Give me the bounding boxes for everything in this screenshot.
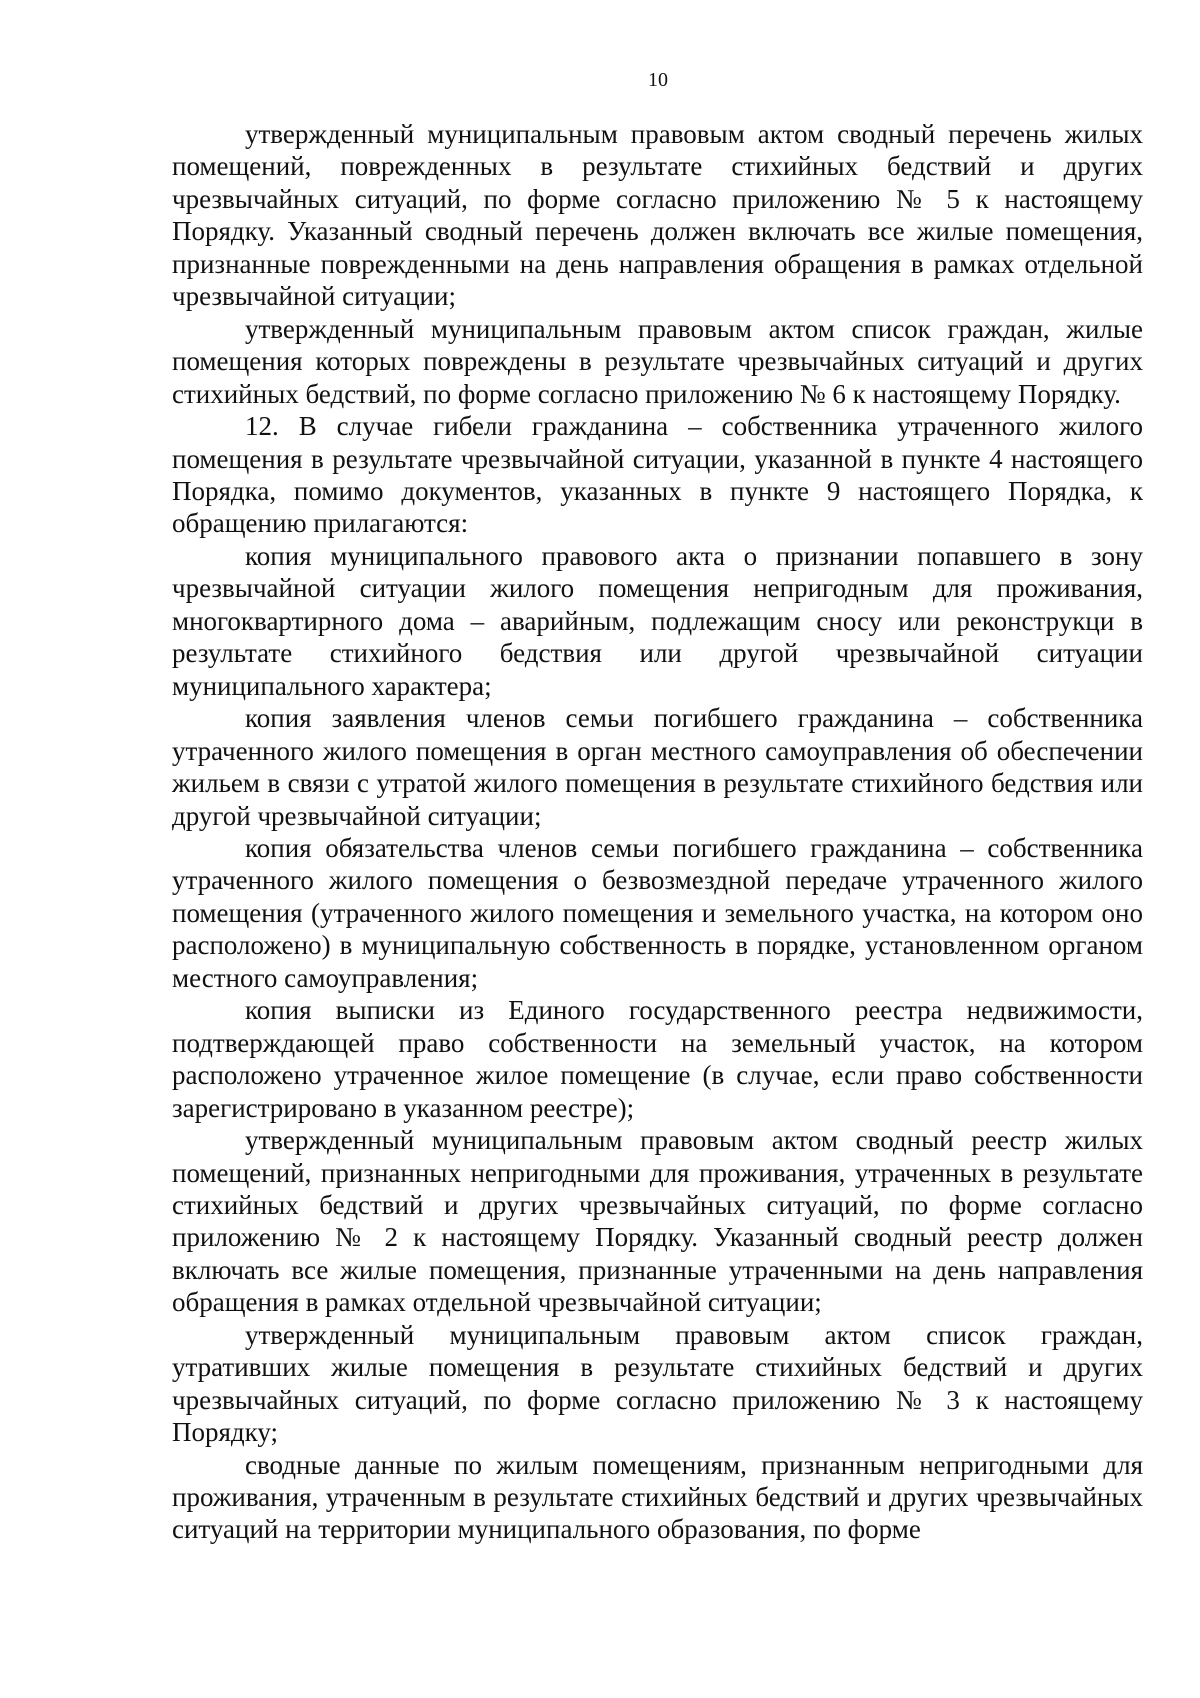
paragraph-family-obligation-copy: копия обязательства членов семьи погибшего гражданина – собственника утраченного жилого помещения о безвозмездной передаче утраченного жилого помещения (утраченного жилого помещения и земельного участка, на котором оно расположено) в муниципальную собственность в порядке, установленном органом местного самоуправления;	[172, 832, 1143, 993]
page-number: 10	[648, 69, 668, 91]
document-body	[172, 118, 1143, 1546]
paragraph-clause-12: 12. В случае гибели гражданина – собственника утраченного жилого помещения в результате чрезвычайной ситуации, указанной в пункте 4 настоящего Порядка, помимо документов, указанных в пункте 9 настоящего Порядка, к обращению прилагаются:	[172, 411, 1143, 539]
paragraph-family-application-copy: копия заявления членов семьи погибшего гражданина – собственника утраченного жилого помещения в орган местного самоуправления об обеспечении жильем в связи с утратой жилого помещения в результате стихийного бедствия или другой чрезвычайной ситуации;	[172, 703, 1143, 831]
paragraph-citizens-lost-list: утвержденный муниципальным правовым актом список граждан, утративших жилые помещения в результате стихийных бедствий и других чрезвычайных ситуаций, по форме согласно приложению № 3 к настоящему Порядку;	[172, 1319, 1143, 1448]
paragraph-unfit-housing-act-copy: копия муниципального правового акта о признании попавшего в зону чрезвычайной ситуации жилого помещения непригодным для проживания, многоквартирного дома – аварийным, подлежащим сносу или реконструкци в результате стихийного бедствия или другой чрезвычайной ситуации муниципального характера;	[172, 540, 1143, 701]
paragraph-citizens-damaged-list: утвержденный муниципальным правовым актом список граждан, жилые помещения которых повреждены в результате чрезвычайных ситуаций и других стихийных бедствий, по форме согласно приложению № 6 к настоящему Порядку.	[172, 313, 1143, 409]
paragraph-registry-extract-copy: копия выписки из Единого государственного реестра недвижимости, подтверждающей право собственности на земельный участок, на котором расположено утраченное жилое помещение (в случае, если право собственности зарегистрировано в указанном реестре);	[172, 995, 1143, 1123]
paragraph-summary-data: сводные данные по жилым помещениям, признанным непригодными для проживания, утраченным в результате стихийных бедствий и других чрезвычайных ситуаций на территории муниципального образования, по форме	[172, 1449, 1143, 1545]
paragraph-consolidated-damaged-list: утвержденный муниципальным правовым актом сводный перечень жилых помещений, поврежденных в результате стихийных бедствий и других чрезвычайных ситуаций, по форме согласно приложению № 5 к настоящему Порядку. Указанный сводный перечень должен включать все жилые помещения, признанные поврежденными на день направления обращения в рамках отдельной чрезвычайной ситуации;	[172, 119, 1143, 312]
paragraph-consolidated-lost-registry: утвержденный муниципальным правовым актом сводный реестр жилых помещений, признанных непригодными для проживания, утраченных в результате стихийных бедствий и других чрезвычайных ситуаций, по форме согласно приложению № 2 к настоящему Порядку. Указанный сводный реестр должен включать все жилые помещения, признанные утраченными на день направления обращения в рамках отдельной чрезвычайной ситуации;	[172, 1125, 1143, 1318]
